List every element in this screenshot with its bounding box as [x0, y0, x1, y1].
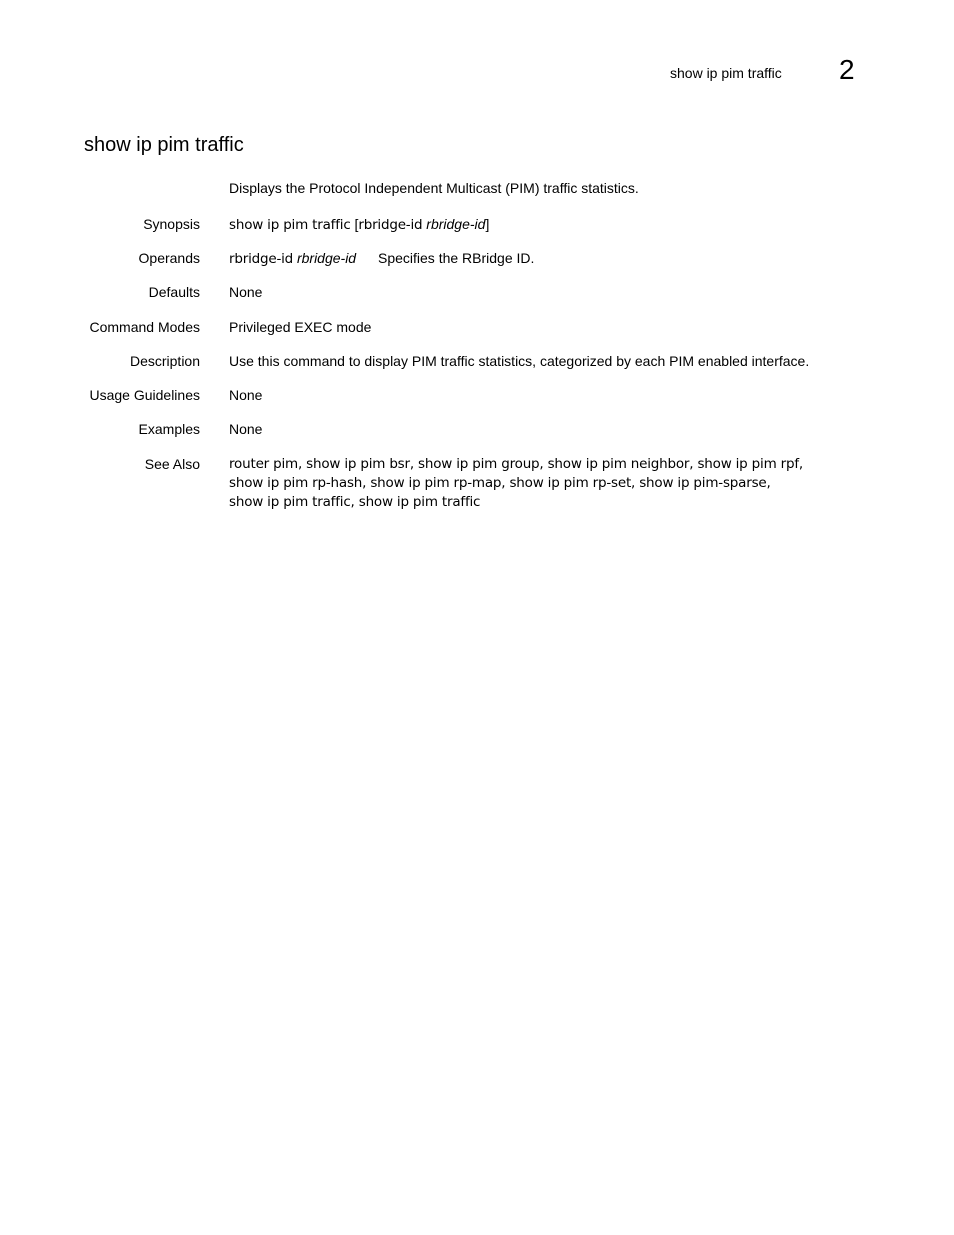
usage-guidelines-value: None: [229, 387, 263, 403]
command-modes-value: Privileged EXEC mode: [229, 319, 372, 335]
see-also-line[interactable]: show ip pim traffic, show ip pim traffic: [229, 494, 481, 510]
usage-guidelines-label: Usage Guidelines: [89, 387, 200, 403]
running-header-title: show ip pim traffic: [670, 65, 782, 81]
description-value: Use this command to display PIM traffic statistics, categorized by each PIM enabled interface.: [229, 353, 810, 369]
examples-label: Examples: [138, 421, 200, 437]
synopsis-variable: rbridge-id: [426, 216, 486, 232]
page-title: show ip pim traffic: [84, 134, 244, 156]
chapter-number: 2: [839, 54, 855, 85]
synopsis-command: show ip pim traffic: [229, 217, 351, 233]
operand-keyword: rbridge-id: [229, 251, 294, 267]
description-label: Description: [129, 353, 200, 369]
synopsis-value: [229, 216, 489, 233]
defaults-label: Defaults: [148, 284, 200, 300]
intro-text: Displays the Protocol Independent Multicast (PIM) traffic statistics.: [229, 180, 639, 196]
examples-value: None: [229, 421, 263, 437]
operands-label: Operands: [138, 250, 200, 266]
synopsis-keyword: rbridge-id: [358, 217, 423, 233]
operands-value: [229, 250, 356, 267]
see-also-line[interactable]: show ip pim rp-hash, show ip pim rp-map, show ip pim rp-set, show ip pim-sparse,: [229, 475, 771, 491]
synopsis-label: Synopsis: [143, 216, 200, 232]
synopsis-open-bracket: [: [350, 216, 359, 232]
command-modes-label: Command Modes: [89, 319, 200, 335]
operand-variable: rbridge-id: [296, 250, 357, 266]
see-also-line[interactable]: router pim, show ip pim bsr, show ip pim group, show ip pim neighbor, show ip pim rpf,: [229, 456, 803, 472]
see-also-label: See Also: [144, 456, 200, 472]
synopsis-close-bracket: ]: [485, 216, 490, 232]
see-also-links: [229, 455, 803, 512]
operand-description: Specifies the RBridge ID.: [378, 250, 535, 266]
defaults-value: None: [229, 284, 263, 300]
